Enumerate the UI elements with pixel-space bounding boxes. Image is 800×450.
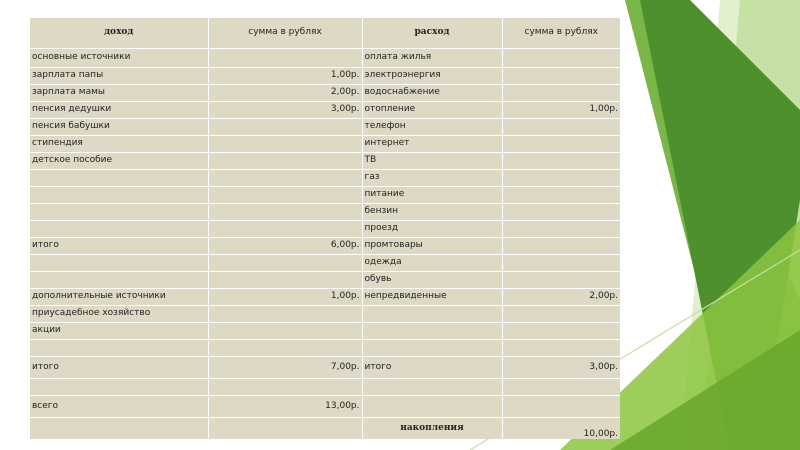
cell-income-sum: [208, 169, 362, 186]
table-row: [30, 84, 620, 101]
cell-income-label: итого: [30, 356, 208, 378]
cell-expense-sum: [502, 118, 620, 135]
cell-expense-label: итого: [362, 356, 502, 378]
table-row: [30, 152, 620, 169]
cell-income-sum: [208, 339, 362, 356]
cell-expense-label: [362, 305, 502, 322]
table-row: [30, 356, 620, 378]
cell-income-label: итого: [30, 237, 208, 254]
table-row: [30, 186, 620, 203]
cell-income-label: основные источники: [30, 48, 208, 67]
cell-income-sum: [208, 254, 362, 271]
cell-income-sum: 7,00р.: [208, 356, 362, 378]
table-row: [30, 339, 620, 356]
cell-expense-label: отопление: [362, 101, 502, 118]
cell-income-label: всего: [30, 395, 208, 417]
cell-income-label: [30, 339, 208, 356]
expense-header: расход: [362, 18, 502, 48]
cell-income-sum: [208, 322, 362, 339]
cell-expense-sum: [502, 169, 620, 186]
cell-expense-sum: [502, 395, 620, 417]
cell-income-label: пенсия бабушки: [30, 118, 208, 135]
cell-expense-label: ТВ: [362, 152, 502, 169]
cell-expense-sum: [502, 254, 620, 271]
cell-expense-sum: [502, 152, 620, 169]
cell-income-label: приусадебное хозяйство: [30, 305, 208, 322]
cell-income-label: [30, 186, 208, 203]
cell-expense-label: водоснабжение: [362, 84, 502, 101]
table-row: [30, 135, 620, 152]
cell-expense-label: проезд: [362, 220, 502, 237]
cell-income-sum: [208, 118, 362, 135]
cell-income-label: [30, 169, 208, 186]
table-row: [30, 169, 620, 186]
cell-expense-sum: [502, 186, 620, 203]
cell-expense-sum: [502, 67, 620, 84]
table-row: [30, 254, 620, 271]
cell-expense-label: газ: [362, 169, 502, 186]
cell-income-label: стипендия: [30, 135, 208, 152]
cell-expense-label: электроэнергия: [362, 67, 502, 84]
cell-income-label: детское пособие: [30, 152, 208, 169]
cell-expense-sum: [502, 271, 620, 288]
cell-expense-label: непредвиденные: [362, 288, 502, 305]
cell-expense-label: [362, 378, 502, 395]
cell-expense-sum: [502, 322, 620, 339]
cell-income-label: акции: [30, 322, 208, 339]
cell-expense-label: интернет: [362, 135, 502, 152]
cell-income-sum: 3,00р.: [208, 101, 362, 118]
cell-income-sum: [208, 220, 362, 237]
table-row: [30, 305, 620, 322]
cell-income-sum: [208, 48, 362, 67]
cell-expense-sum: [502, 220, 620, 237]
cell-expense-sum: [502, 237, 620, 254]
cell-income-sum: 6,00р.: [208, 237, 362, 254]
cell-income-label: [30, 254, 208, 271]
cell-expense-label: [362, 339, 502, 356]
cell-income-label: пенсия дедушки: [30, 101, 208, 118]
cell-income-label: зарплата папы: [30, 67, 208, 84]
cell-income-sum: 2,00р.: [208, 84, 362, 101]
cell-income-sum: 13,00р.: [208, 395, 362, 417]
cell-empty: [208, 417, 362, 439]
cell-expense-label: обувь: [362, 271, 502, 288]
cell-income-sum: [208, 203, 362, 220]
table-header-row: [30, 18, 620, 48]
cell-income-sum: [208, 186, 362, 203]
cell-expense-sum: [502, 305, 620, 322]
table-row: [30, 118, 620, 135]
cell-income-sum: [208, 305, 362, 322]
savings-label: накопления: [362, 417, 502, 439]
cell-expense-label: телефон: [362, 118, 502, 135]
cell-expense-sum: 1,00р.: [502, 101, 620, 118]
cell-expense-sum: [502, 135, 620, 152]
cell-empty: [30, 417, 208, 439]
cell-expense-sum: [502, 339, 620, 356]
cell-income-sum: [208, 152, 362, 169]
table-row: [30, 220, 620, 237]
table-row: [30, 271, 620, 288]
budget-table: [30, 18, 620, 439]
cell-expense-label: оплата жилья: [362, 48, 502, 67]
cell-expense-label: промтовары: [362, 237, 502, 254]
table-row: [30, 101, 620, 118]
cell-income-label: дополнительные источники: [30, 288, 208, 305]
cell-expense-label: питание: [362, 186, 502, 203]
cell-expense-label: [362, 395, 502, 417]
table-row: [30, 288, 620, 305]
cell-income-sum: 1,00р.: [208, 67, 362, 84]
cell-expense-sum: 2,00р.: [502, 288, 620, 305]
table-row: [30, 203, 620, 220]
table-row: [30, 48, 620, 67]
table-row: [30, 237, 620, 254]
cell-expense-sum: [502, 378, 620, 395]
expense-sum-header: сумма в рублях: [524, 27, 598, 38]
cell-expense-sum: [502, 84, 620, 101]
income-sum-header: сумма в рублях: [208, 18, 362, 48]
cell-expense-sum: [502, 48, 620, 67]
cell-expense-sum: 3,00р.: [502, 356, 620, 378]
savings-value: 10,00р.: [502, 417, 620, 439]
table-row: [30, 67, 620, 84]
cell-income-label: [30, 220, 208, 237]
cell-expense-label: бензин: [362, 203, 502, 220]
table-row: [30, 395, 620, 417]
cell-income-label: [30, 378, 208, 395]
cell-income-sum: [208, 135, 362, 152]
table-row: [30, 322, 620, 339]
table-row: [30, 378, 620, 395]
income-header: доход: [30, 18, 208, 48]
cell-expense-label: [362, 322, 502, 339]
cell-income-sum: 1,00р.: [208, 288, 362, 305]
cell-income-label: [30, 271, 208, 288]
cell-income-label: зарплата мамы: [30, 84, 208, 101]
cell-income-sum: [208, 378, 362, 395]
cell-income-label: [30, 203, 208, 220]
cell-expense-label: одежда: [362, 254, 502, 271]
cell-expense-sum: [502, 203, 620, 220]
savings-row: [30, 417, 620, 439]
cell-income-sum: [208, 271, 362, 288]
